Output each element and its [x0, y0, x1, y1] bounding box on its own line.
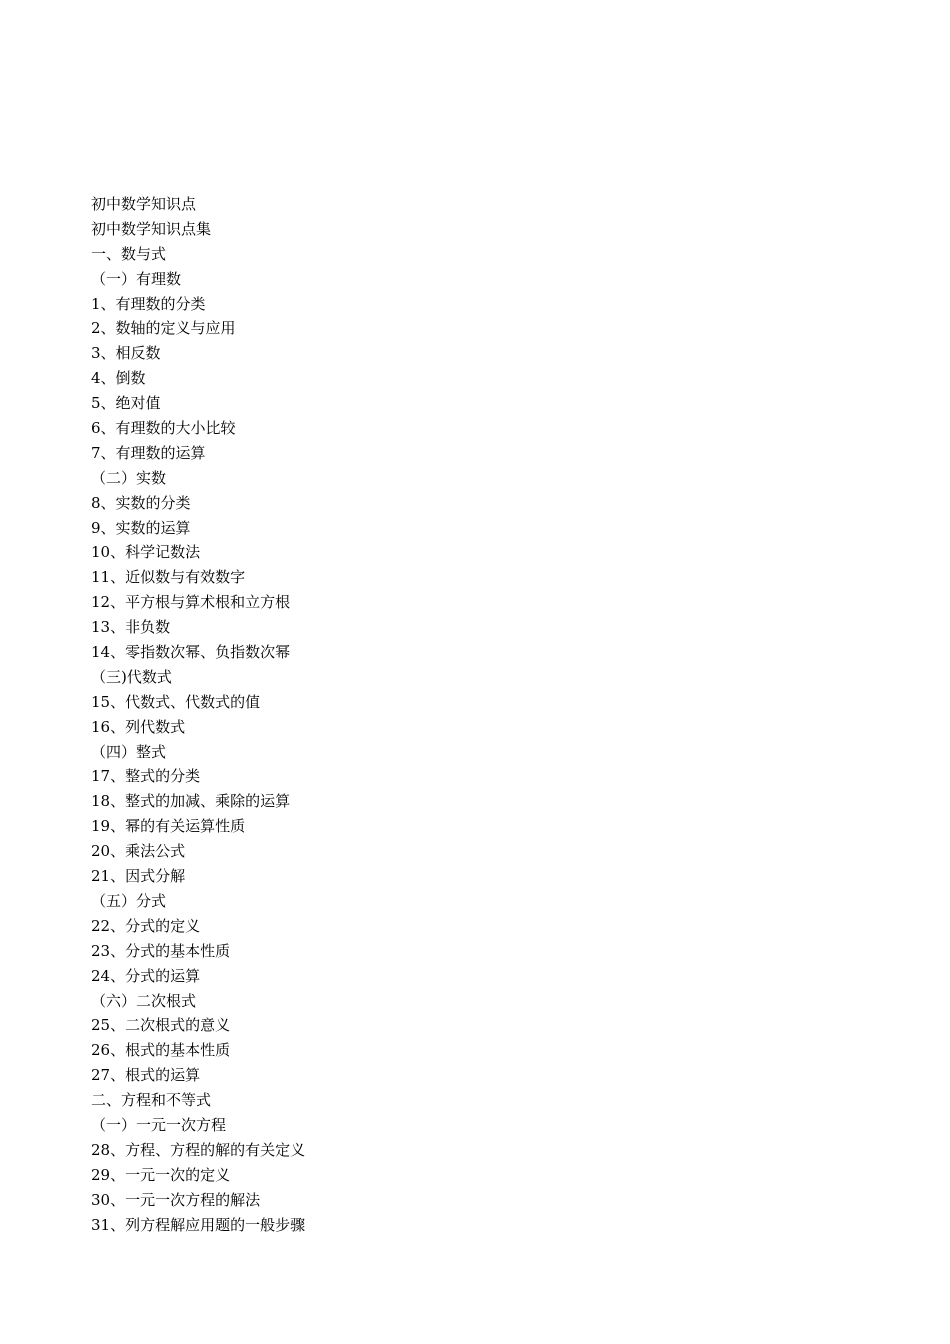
outline-line: 3、相反数	[91, 344, 161, 363]
outline-line: 11、近似数与有效数字	[91, 568, 246, 587]
outline-line: 2、数轴的定义与应用	[91, 319, 236, 338]
outline-line: 8、实数的分类	[91, 493, 191, 512]
outline-line: 15、代数式、代数式的值	[91, 692, 261, 711]
outline-line: 12、平方根与算术根和立方根	[91, 593, 291, 612]
outline-line: 初中数学知识点集	[91, 219, 212, 238]
outline-line: 9、实数的运算	[91, 518, 191, 537]
outline-line: 6、有理数的大小比较	[91, 419, 236, 438]
outline-line: 24、分式的运算	[91, 966, 201, 985]
outline-line: 13、非负数	[91, 618, 171, 637]
outline-line: 1、有理数的分类	[91, 294, 206, 313]
outline-line: 28、方程、方程的解的有关定义	[91, 1140, 306, 1159]
outline-line: （一）一元一次方程	[91, 1115, 227, 1134]
outline-line: 21、因式分解	[91, 867, 186, 886]
outline-line: 16、列代数式	[91, 717, 186, 736]
outline-line: 一、数与式	[91, 244, 167, 263]
outline-line: 29、一元一次的定义	[91, 1165, 231, 1184]
outline-line: 23、分式的基本性质	[91, 941, 231, 960]
outline-line: 20、乘法公式	[91, 842, 186, 861]
outline-line: 5、绝对值	[91, 394, 161, 413]
outline-line: （五）分式	[91, 891, 167, 910]
outline-line: 17、整式的分类	[91, 767, 201, 786]
outline-line: （六）二次根式	[91, 991, 197, 1010]
outline-line: 19、幂的有关运算性质	[91, 817, 246, 836]
outline-line: 30、一元一次方程的解法	[91, 1190, 261, 1209]
outline-line: 31、列方程解应用题的一般步骤	[91, 1215, 306, 1234]
outline-line: （一）有理数	[91, 269, 182, 288]
outline-line: 7、有理数的运算	[91, 443, 206, 462]
outline-line: （二）实数	[91, 468, 167, 487]
outline-line: 4、倒数	[91, 369, 146, 388]
outline-line: 二、方程和不等式	[91, 1091, 212, 1110]
outline-line: （三)代数式	[91, 667, 172, 686]
outline-line: 22、分式的定义	[91, 916, 201, 935]
outline-line: 26、根式的基本性质	[91, 1041, 231, 1060]
outline-line: 27、根式的运算	[91, 1066, 201, 1085]
outline-list	[91, 192, 305, 1237]
outline-line: 初中数学知识点	[91, 195, 197, 213]
outline-line: 10、科学记数法	[91, 543, 201, 562]
outline-line: 18、整式的加减、乘除的运算	[91, 792, 291, 811]
outline-line: 25、二次根式的意义	[91, 1016, 231, 1035]
outline-line: （四）整式	[91, 742, 167, 761]
outline-line: 14、零指数次幂、负指数次幂	[91, 643, 291, 662]
